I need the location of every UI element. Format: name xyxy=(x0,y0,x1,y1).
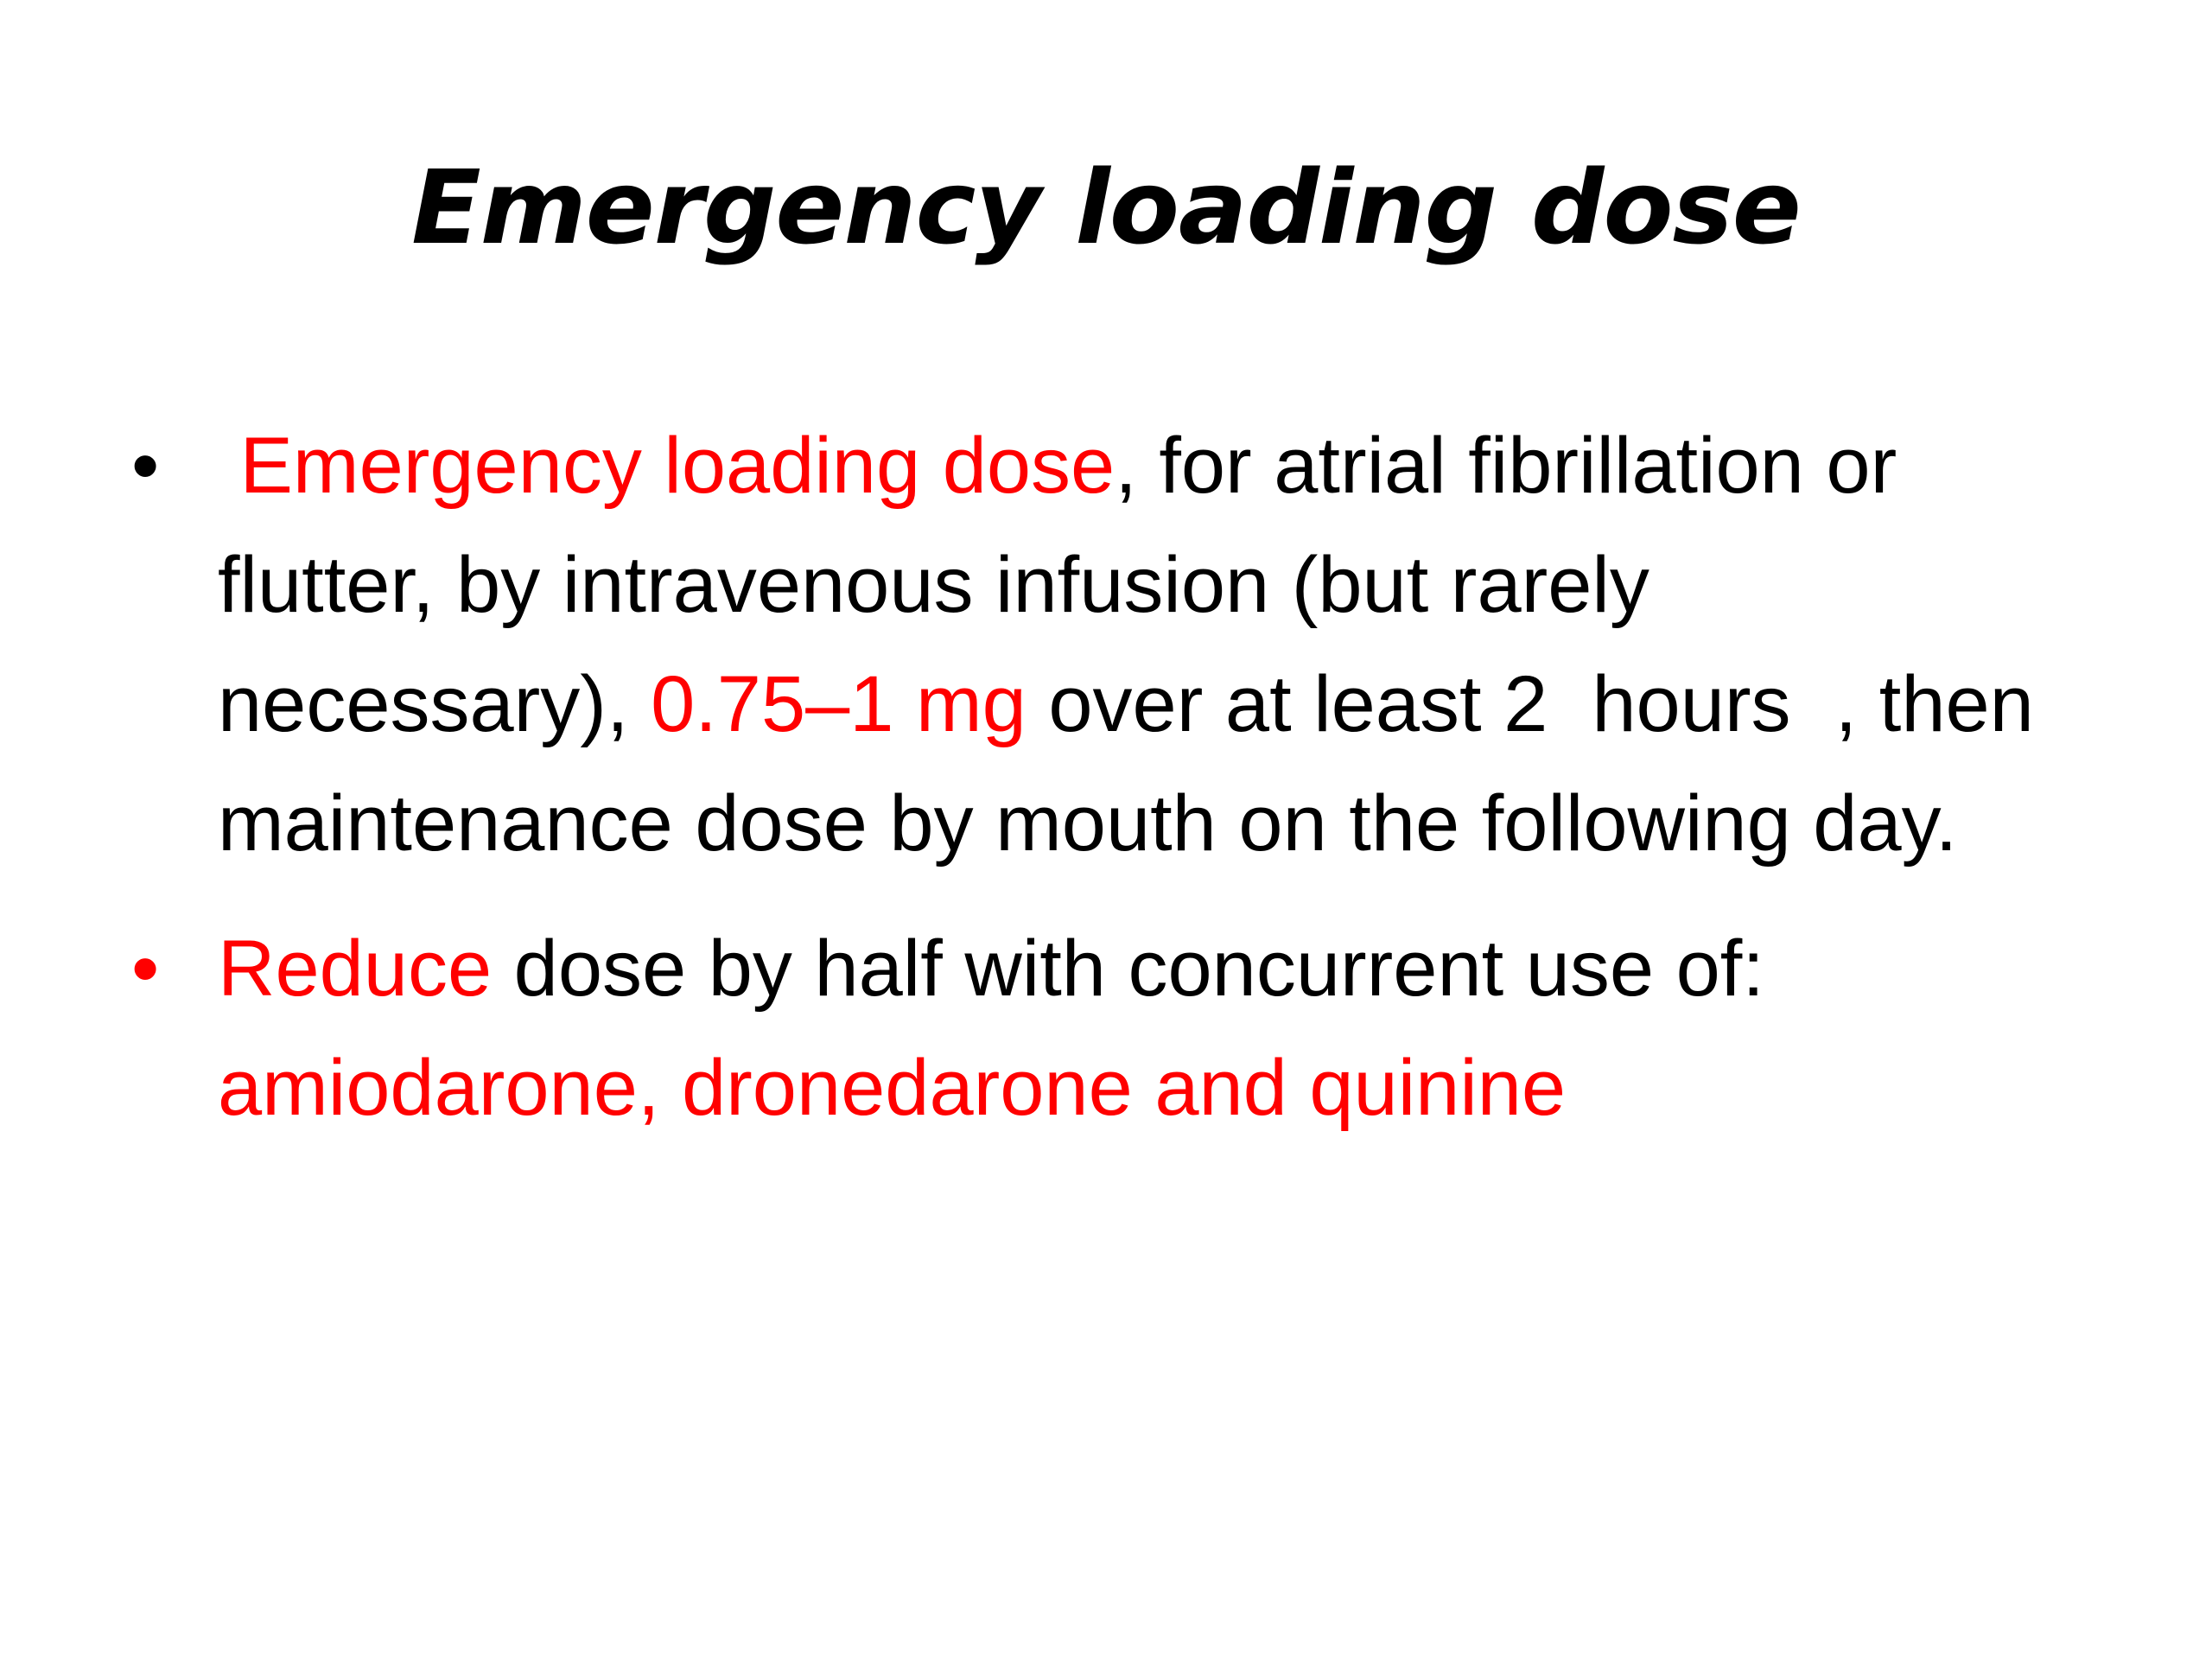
slide-title: Emergency loading dose xyxy=(411,148,1801,267)
drug-list-highlight: amiodarone, dronedarone and quinine xyxy=(218,1044,1567,1132)
bullet-point-icon: • xyxy=(131,925,160,1013)
body-text: , for atrial fibrillation or flutter, by intravenous infusion (but rarely necessary), xyxy=(218,422,1919,748)
bullet-item xyxy=(0,406,2067,883)
bullet-list xyxy=(0,406,2212,1173)
bullet-point-icon: • xyxy=(131,422,160,510)
bullet-item xyxy=(0,909,2067,1147)
dose-highlight: 0.75–1 mg xyxy=(651,660,1027,748)
highlight-text: Reduce xyxy=(218,925,493,1013)
highlight-text: Emergency loading dose xyxy=(218,422,1116,510)
body-text: over at least 2 hours , then maintenance dose by mouth on the following day. xyxy=(218,660,2056,868)
body-text: dose by half with concurrent use of: xyxy=(492,925,1787,1013)
